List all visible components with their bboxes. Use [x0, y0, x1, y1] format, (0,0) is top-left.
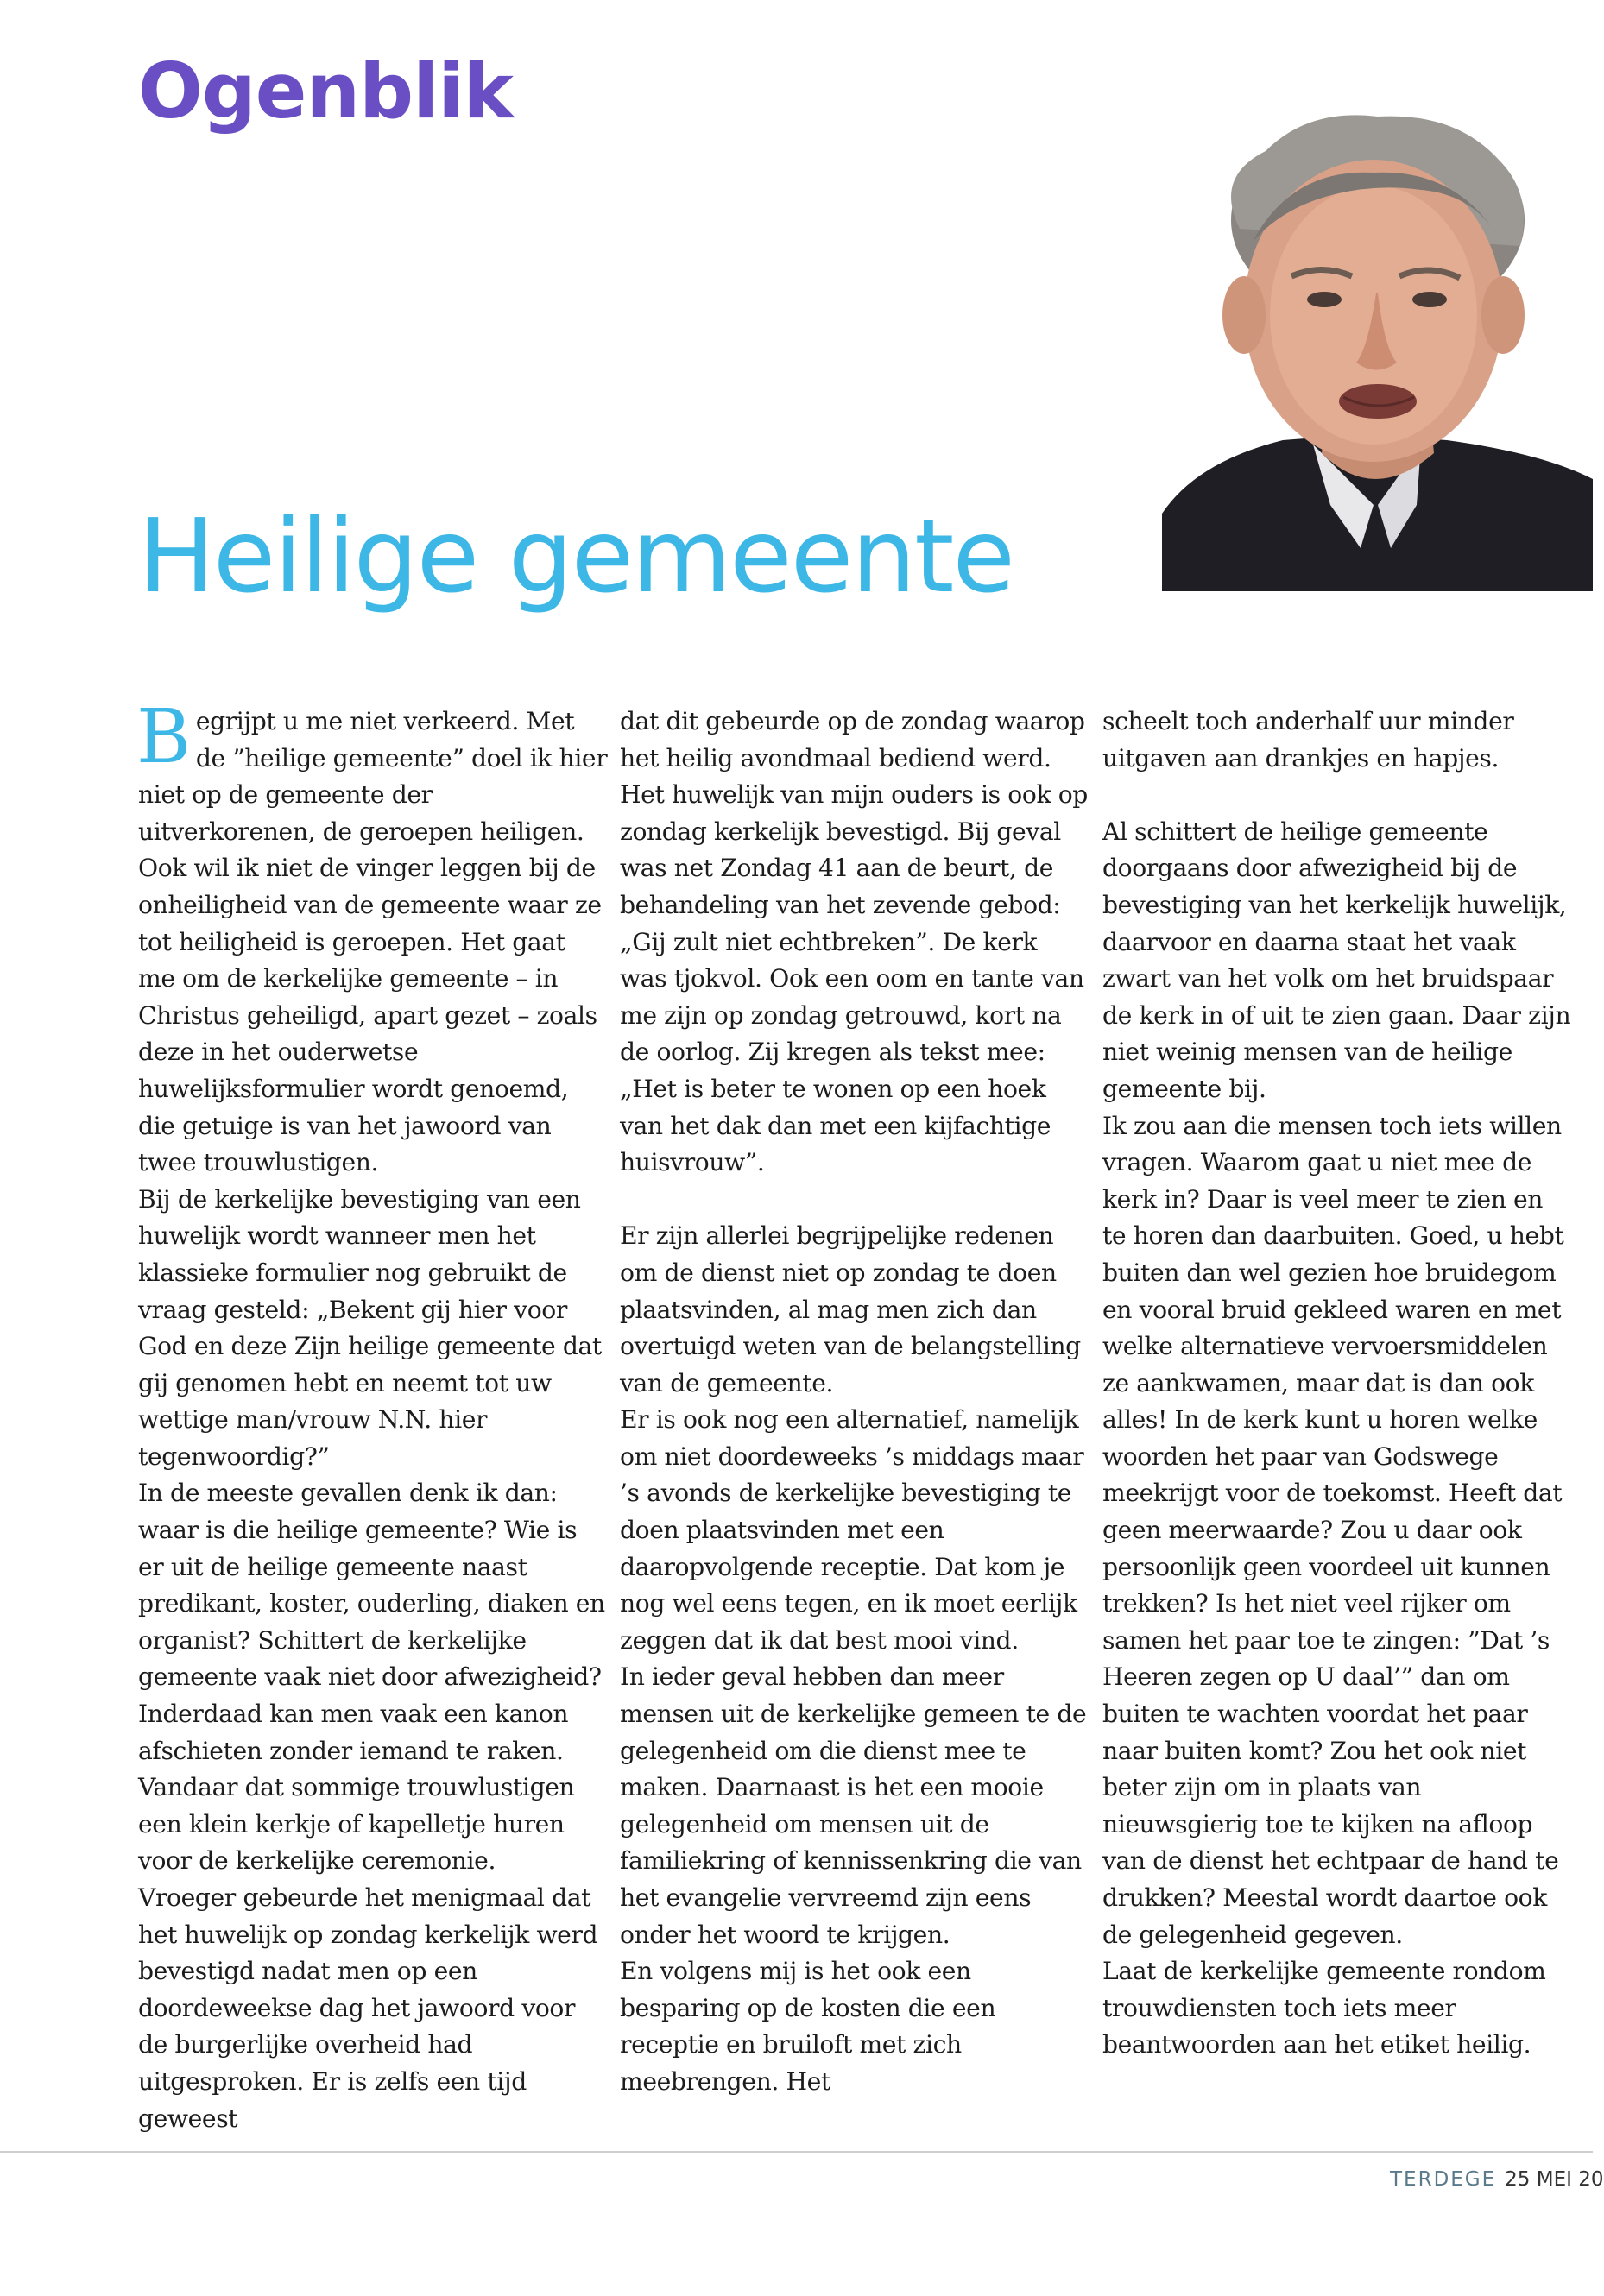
section-label: Ogenblik	[138, 47, 513, 136]
article-column-3	[1102, 703, 1573, 2064]
paragraph: Er zijn allerlei begrijpelijke redenen om de dienst niet op zondag te doen plaatsvinden, al mag men zich dan overtuigd weten van de belangstelling van de gemeente.	[620, 1221, 1081, 1397]
author-portrait-image	[1162, 99, 1593, 591]
paragraph: In ieder geval hebben dan meer mensen uit de kerkelijke gemeen te de gelegenheid om die dienst mee te maken. Daarnaast is het een mooie gelegenheid om mensen uit de familiekring of kennissenkring die van het evangelie vervreemd zijn eens onder het woord te krijgen.	[620, 1662, 1087, 1949]
paragraph: Laat de kerkelijke gemeente rondom trouwdiensten toch iets meer beantwoorden aan het etiket heilig.	[1102, 1957, 1546, 2059]
magazine-name: TERDEGE	[1390, 2168, 1497, 2191]
drop-cap: B	[136, 694, 191, 780]
paragraph: Ik zou aan die mensen toch iets willen vragen. Waarom gaat u niet mee de kerk in? Daar is veel meer te zien en te horen dan daarbuiten. Goed, u hebt buiten dan wel gezien hoe bruidegom en vooral bruid gekleed waren en met welke alternatieve vervoersmiddelen ze aankwamen, maar dat is dan ook alles! In de kerk kunt u horen welke woorden het paar van Godswege meekrijgt voor de toekomst. Heeft dat geen meerwaarde? Zou u daar ook persoonlijk geen voordeel uit kunnen trekken? Is het niet veel rijker om samen het paar toe te zingen: ”Dat ’s Heeren zegen op U daal’” dan om buiten te wachten voordat het paar naar buiten komt? Zou het ook niet beter zijn om in plaats van nieuwsgierig toe te kijken na afloop van de dienst het echtpaar de hand te drukken? Meestal wordt daartoe ook de gelegenheid gegeven.	[1102, 1111, 1564, 1949]
article-column-1	[136, 694, 609, 2137]
article-title: Heilige gemeente	[138, 496, 1014, 615]
paragraph: dat dit gebeurde op de zondag waarop het heilig avondmaal bediend werd. Het huwelijk van mijn ouders is ook op zondag kerkelijk bevestigd. Bij geval was net Zondag 41 aan de beurt, de behandeling van het zevende gebod: „Gij zult niet echtbreken”. De kerk was tjokvol. Ook een oom en tante van me zijn op zondag getrouwd, kort na de oorlog. Zij kregen als tekst mee: „Het is beter te wonen op een hoek van het dak dan met een kijfachtige huisvrouw”.	[620, 707, 1088, 1177]
page-footer	[1390, 2168, 1604, 2191]
author-portrait	[1162, 99, 1593, 591]
paragraph: En volgens mij is het ook een besparing op de kosten die een receptie en bruiloft met zich meebrengen. Het	[620, 1957, 996, 2096]
paragraph: Begrijpt u me niet verkeerd. Met de ”heilige gemeente” doel ik hier niet op de gemeente der uitverkorenen, de geroepen heiligen. Ook wil ik niet de vinger leggen bij de onheiligheid van de gemeente waar ze tot heiligheid is geroepen. Het gaat me om de kerkelijke gemeente – in Christus geheiligd, apart gezet – zoals deze in het ouderwetse huwelijksformulier wordt genoemd, die getuige is van het jawoord van twee trouwlustigen.	[136, 694, 608, 1177]
paragraph: Er is ook nog een alternatief, namelijk om niet doordeweeks ’s middags maar ’s avonds de kerkelijke bevestiging te doen plaatsvinden met een daaropvolgende receptie. Dat kom je nog wel eens tegen, en ik moet eerlijk zeggen dat ik dat best mooi vind.	[620, 1405, 1084, 1655]
paragraph: scheelt toch anderhalf uur minder uitgaven aan drankjes en hapjes.	[1102, 707, 1514, 773]
issue-date: 25 MEI 20	[1505, 2168, 1604, 2191]
article-column-2	[620, 703, 1090, 2101]
paragraph: Al schittert de heilige gemeente doorgaans door afwezigheid bij de bevestiging van het kerkelijk huwelijk, daarvoor en daarna staat het vaak zwart van het volk om het bruidspaar de kerk in of uit te zien gaan. Daar zijn niet weinig mensen van de heilige gemeente bij.	[1102, 817, 1571, 1103]
footer-divider	[0, 2151, 1593, 2153]
paragraph: Vroeger gebeurde het menigmaal dat het huwelijk op zondag kerkelijk werd bevestigd nadat men op een doordeweekse dag het jawoord voor de burgerlijke overheid had uitgesproken. Er is zelfs een tijd geweest	[138, 1883, 598, 2133]
paragraph: In de meeste gevallen denk ik dan: waar is die heilige gemeente? Wie is er uit de heilige gemeente naast predikant, koster, ouderling, diaken en organist? Schittert de kerkelijke gemeente vaak niet door afwezigheid? Inderdaad kan men vaak een kanon afschieten zonder iemand te raken. Vandaar dat sommige trouwlustigen een klein kerkje of kapelletje huren voor de kerkelijke ceremonie.	[138, 1479, 605, 1876]
paragraph: Bij de kerkelijke bevestiging van een huwelijk wordt wanneer men het klassieke formulier nog gebruikt de vraag gesteld: „Bekent gij hier voor God en deze Zijn heilige gemeente dat gij genomen hebt en neemt tot uw wettige man/vrouw N.N. hier tegenwoordig?”	[138, 1184, 602, 1471]
